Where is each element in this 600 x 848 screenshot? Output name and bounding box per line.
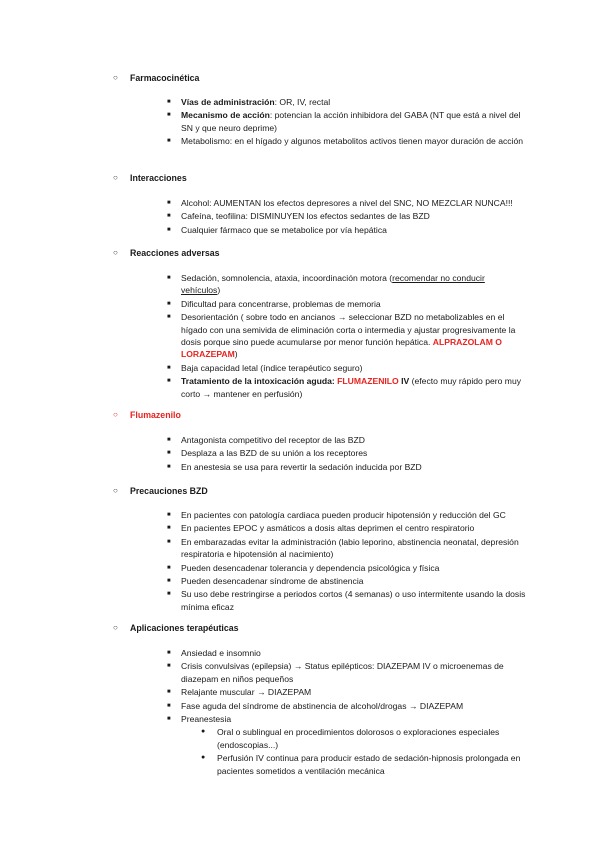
section-title: Precauciones BZD <box>130 486 208 496</box>
section-header-precauciones-bzd <box>113 486 208 496</box>
list-reacciones-adversas <box>181 272 526 401</box>
sub-list-item: ● Oral o sublingual en procedimientos dolorosos o exploraciones especiales (endoscopias...) <box>217 726 521 751</box>
list-item: ■ Alcohol: AUMENTAN los efectos depresores a nivel del SNC, NO MEZCLAR NUNCA!!! <box>181 197 526 209</box>
circle-bullet-icon: ○ <box>113 73 118 82</box>
circle-bullet-icon: ○ <box>113 248 118 257</box>
list-item: ■ Baja capacidad letal (índice terapéutico seguro) <box>181 362 526 374</box>
list-item: ■ Dificultad para concentrarse, problemas de memoria <box>181 298 526 310</box>
list-item: ■ Mecanismo de acción: potencian la acción inhibidora del GABA (NT que está a nivel del SN y que neuro deprime) <box>181 109 526 134</box>
list-item: ■ Pueden desencadenar tolerancia y dependencia psicológica y física <box>181 562 526 574</box>
section-header-flumazenilo <box>113 410 181 420</box>
section-title: Flumazenilo <box>130 410 181 420</box>
list-item: ■ Antagonista competitivo del receptor de las BZD <box>181 434 526 446</box>
list-item: ■ Tratamiento de la intoxicación aguda: FLUMAZENILO IV (efecto muy rápido pero muy corto → mantener en perfusión) <box>181 375 526 400</box>
section-title: Interacciones <box>130 173 187 183</box>
list-item: ■ Relajante muscular → DIAZEPAM <box>181 686 526 698</box>
list-item: ■ Desplaza a las BZD de su unión a los receptores <box>181 447 526 459</box>
section-header-aplicaciones-terapeuticas <box>113 623 239 633</box>
section-title: Farmacocinética <box>130 73 200 83</box>
section-header-interacciones <box>113 173 187 183</box>
sub-list-item: ● Perfusión IV continua para producir estado de sedación-hipnosis prolongada en pacientes sometidos a ventilación mecánica <box>217 752 521 777</box>
list-item: ■ En embarazadas evitar la administración (labio leporino, abstinencia neonatal, depresión respiratoria e hipotensión al nacimiento) <box>181 536 526 561</box>
section-title: Reacciones adversas <box>130 248 220 258</box>
list-item: ■ Cualquier fármaco que se metabolice por vía hepática <box>181 224 526 236</box>
list-aplicaciones-terapeuticas <box>181 647 526 778</box>
list-interacciones <box>181 197 526 237</box>
circle-bullet-icon: ○ <box>113 486 118 495</box>
list-item: ■ En pacientes con patología cardiaca pueden producir hipotensión y reducción del GC <box>181 509 526 521</box>
list-item: ■ En anestesia se usa para revertir la sedación inducida por BZD <box>181 461 526 473</box>
list-item: ■ Vías de administración: OR, IV, rectal <box>181 96 526 108</box>
list-item: ■ Desorientación ( sobre todo en ancianos → seleccionar BZD no metabolizables en el hígado con una semivida de eliminación corta o intermedia y ajustar progresivamente la dosis porque sino puede acumularse por menor función hepática. ALPRAZOLAM O LORAZEPAM) <box>181 311 526 361</box>
list-item: ■ Sedación, somnolencia, ataxia, incoordinación motora (recomendar no conducir vehículos) <box>181 272 526 297</box>
section-title: Aplicaciones terapéuticas <box>130 623 239 633</box>
list-item: ■ Preanestesia ● Oral o sublingual en procedimientos dolorosos o exploraciones especiales (endoscopias...) ● Perfusión IV continua para producir estado de sedación-hipnosis prolongada en pacientes sometidos a ventilación mecánica <box>181 713 526 777</box>
list-farmacocinetica <box>181 96 526 149</box>
list-item: ■ En pacientes EPOC y asmáticos a dosis altas deprimen el centro respiratorio <box>181 522 526 534</box>
section-header-reacciones-adversas <box>113 248 220 258</box>
list-item: ■ Metabolismo: en el hígado y algunos metabolitos activos tienen mayor duración de acción <box>181 135 526 147</box>
circle-bullet-icon: ○ <box>113 410 118 419</box>
list-precauciones-bzd <box>181 509 526 614</box>
circle-bullet-icon: ○ <box>113 173 118 182</box>
circle-bullet-icon: ○ <box>113 623 118 632</box>
list-item: ■ Fase aguda del síndrome de abstinencia de alcohol/drogas → DIAZEPAM <box>181 700 526 712</box>
sublist-preanestesia <box>181 726 521 777</box>
section-header-farmacocinetica <box>113 73 200 83</box>
list-item: ■ Cafeína, teofilina: DISMINUYEN los efectos sedantes de las BZD <box>181 210 526 222</box>
list-item: ■ Ansiedad e insomnio <box>181 647 526 659</box>
list-flumazenilo <box>181 434 526 474</box>
list-item: ■ Crisis convulsivas (epilepsia) → Status epilépticos: DIAZEPAM IV o microenemas de diazepam en niños pequeños <box>181 660 526 685</box>
list-item: ■ Pueden desencadenar síndrome de abstinencia <box>181 575 526 587</box>
list-item: ■ Su uso debe restringirse a periodos cortos (4 semanas) o uso intermitente usando la dosis mínima eficaz <box>181 588 526 613</box>
